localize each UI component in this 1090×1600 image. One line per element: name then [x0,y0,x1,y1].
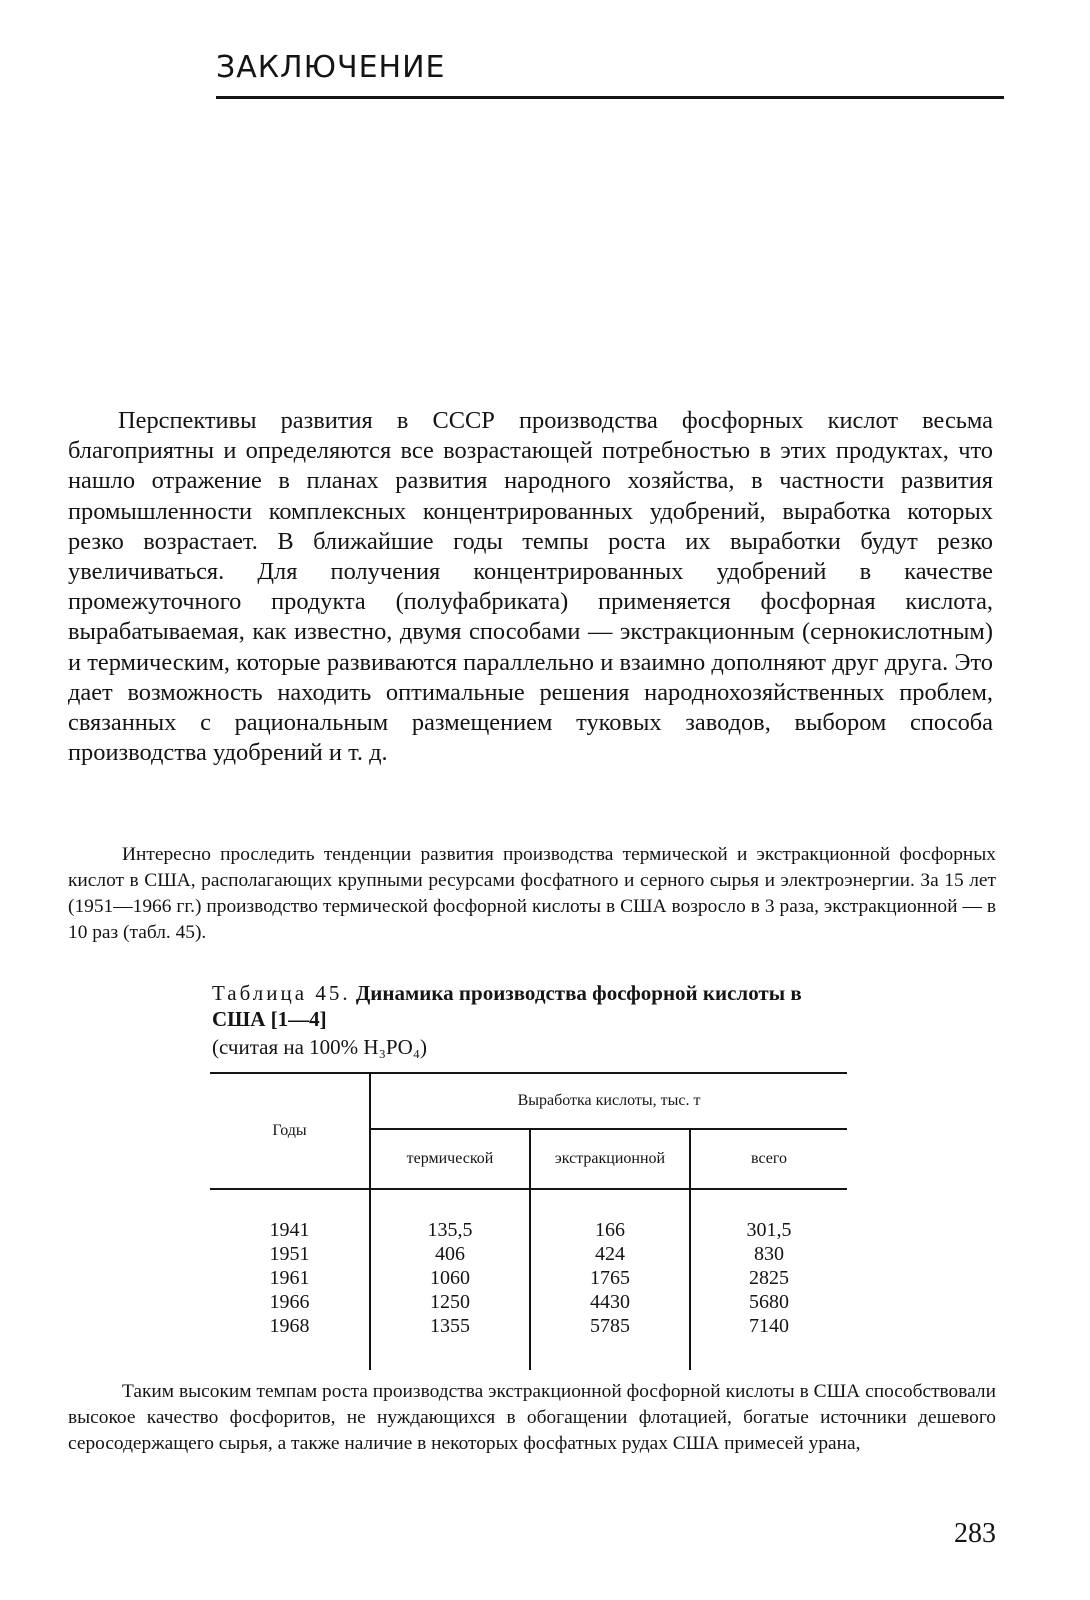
cell-year: 1968 [210,1314,370,1338]
title-rule [216,96,1004,99]
header-years: Годы [210,1073,370,1189]
header-thermal: термической [370,1129,530,1189]
cell-thermal: 1355 [370,1314,530,1338]
table-row [210,1242,847,1266]
cell-thermal: 135,5 [370,1218,530,1242]
cell-thermal: 1060 [370,1266,530,1290]
cell-extraction: 1765 [530,1266,690,1290]
lead-paragraph: Перспективы развития в СССР производства фосфорных кислот весьма благоприятны и определяются все возрастающей потребностью в этих продуктах, что нашло отражение в планах развития народного хозяйства, в частности развития промышленности комплексных концентрированных удобрений, выработка которых резко возрастает. В ближайшие годы темпы роста их выработки будут резко увеличиваться. Для получения концентрированных удобрений в качестве промежуточного продукта (полуфабриката) применяется фосфорная кислота, вырабатываемая, как известно, двумя способами — экстракционным (сернокислотным) и термическим, которые развиваются параллельно и взаимно дополняют друг друга. Это дает возможность находить оптимальные решения народнохозяйственных проблем, связанных с рациональным размещением туковых заводов, выбором способа производства удобрений и т. д. [68,407,993,767]
cell-total: 2825 [749,1267,789,1289]
header-group: Выработка кислоты, тыс. т [517,1092,701,1109]
cell-extraction: 166 [530,1218,690,1242]
cell-extraction: 4430 [530,1290,690,1314]
cell-year: 1951 [210,1242,370,1266]
page-number: 283 [954,1518,996,1549]
header-total: всего [690,1129,847,1189]
header-extraction: экстракционной [530,1129,690,1189]
production-table [210,1072,847,1370]
table-caption-title: Динамика производства фосфорной кислоты в США [1—4] [212,981,802,1031]
trend-paragraph: Интересно проследить тенденции развития производства термической и экстракционной фосфорных кислот в США, располагающих крупными ресурсами фосфатного и серного сырья и электроэнергии. За 15 лет (1951—1966 гг.) производство термической фосфорной кислоты в США возросло в 3 раза, экстракционной — в 10 раз (табл. 45). [68,844,996,943]
table-header [210,1073,847,1189]
table-caption-label: Таблица 45. [212,981,351,1005]
table-row [210,1218,847,1242]
cell-total: 301,5 [746,1219,792,1241]
cell-total: 7140 [749,1315,789,1337]
closing-paragraph: Таким высоким темпам роста производства экстракционной фосфорной кислоты в США способствовали высокое качество фосфоритов, не нуждающихся в обогащении флотацией, богатые источники дешевого серосодержащего сырья, а также наличие в некоторых фосфатных рудах США примесей урана, [68,1381,996,1454]
table-row [210,1290,847,1314]
table-body [210,1189,847,1370]
table-caption-note: (считая на 100% H₃PO₄) [212,1035,428,1059]
cell-extraction: 424 [530,1242,690,1266]
cell-total: 5680 [749,1291,789,1313]
cell-year: 1941 [210,1218,370,1242]
cell-thermal: 406 [370,1242,530,1266]
table-row [210,1314,847,1338]
cell-total: 830 [754,1243,784,1265]
chapter-title: ЗАКЛЮЧЕНИЕ [216,50,446,85]
cell-year: 1961 [210,1266,370,1290]
table-row [210,1266,847,1290]
cell-thermal: 1250 [370,1290,530,1314]
table-caption [212,980,852,1060]
cell-extraction: 5785 [530,1314,690,1338]
cell-year: 1966 [210,1290,370,1314]
